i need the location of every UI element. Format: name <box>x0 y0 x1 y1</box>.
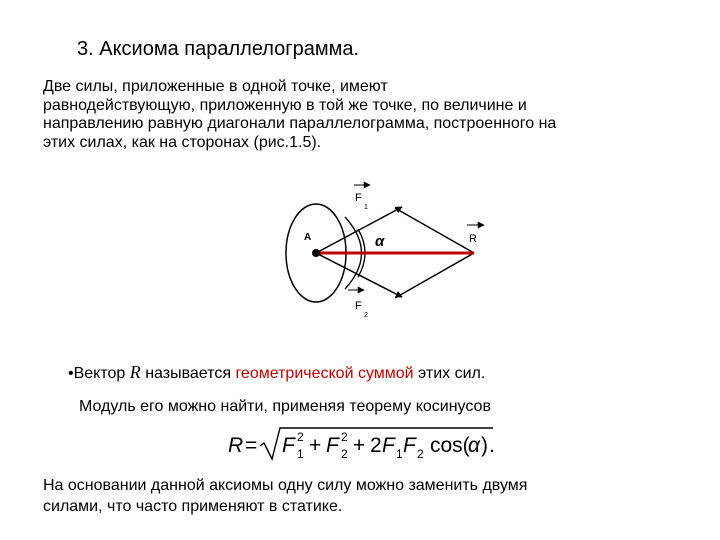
parallelogram-side-bottom <box>395 253 474 298</box>
bullet-prefix: Вектор <box>73 365 130 382</box>
formula-alpha: α <box>468 434 480 457</box>
f2-index: 2 <box>364 312 368 319</box>
formula-f2-sub: 2 <box>341 447 348 461</box>
parallelogram-figure <box>280 175 510 325</box>
formula-plus-2: + <box>353 434 366 457</box>
geometric-sum-highlight: геометрической суммой <box>235 365 414 382</box>
axiom-line: равнодействующую, приложенную в той же точке, по величине и <box>43 96 527 114</box>
f2-label: F <box>355 300 362 312</box>
formula-close-paren: ) <box>481 434 488 457</box>
formula-f2-product: F <box>403 434 416 457</box>
formula-coef: 2 <box>370 434 382 457</box>
formula-f1-product-sub: 1 <box>396 447 403 461</box>
formula-f2-product-sub: 2 <box>417 447 424 461</box>
bullet-middle: называется <box>140 365 236 382</box>
vector-r-symbol: R <box>129 362 141 382</box>
point-a-label: A <box>304 232 312 243</box>
bullet-geometric-sum <box>68 362 485 383</box>
axiom-line: Две силы, приложенные в одной точке, имеют <box>43 78 388 95</box>
f1-index: 1 <box>364 204 368 211</box>
axiom-line: этих силах, как на сторонах (рис.1.5). <box>43 133 322 151</box>
note-line: силами, что часто применяют в статике. <box>43 498 343 515</box>
static-replacement-note <box>43 475 527 517</box>
note-line: На основании данной аксиомы одну силу можно заменить двумя <box>43 477 528 494</box>
formula-equals: = <box>245 434 258 457</box>
formula-period: . <box>489 434 495 457</box>
r-label: R <box>469 233 477 245</box>
formula-f1: F <box>282 434 295 457</box>
axiom-statement <box>43 78 703 152</box>
bullet-marker: • <box>68 365 74 382</box>
formula-f1-sub: 1 <box>297 447 304 461</box>
formula-cos: cos( <box>430 434 470 457</box>
formula-f2-sup: 2 <box>341 430 348 444</box>
formula-lhs: R <box>228 434 244 457</box>
formula-plus-1: + <box>309 434 322 457</box>
cosine-law-formula <box>225 423 515 467</box>
application-point <box>312 249 320 257</box>
formula-f2: F <box>326 434 339 457</box>
bullet-suffix: этих сил. <box>413 365 486 382</box>
angle-alpha-label: α <box>375 233 385 250</box>
parallelogram-side-top <box>395 208 474 253</box>
formula-f1-product: F <box>382 434 395 457</box>
slide-title: 3. Аксиома параллелограмма. <box>77 38 360 60</box>
modulus-text: Модуль его можно найти, применяя теорему косинусов <box>79 398 491 415</box>
f1-vector <box>316 207 402 253</box>
formula-f1-sup: 2 <box>297 430 304 444</box>
f1-label: F <box>355 192 362 204</box>
axiom-line: направлению равную диагонали параллелограмма, построенного на <box>43 115 557 132</box>
